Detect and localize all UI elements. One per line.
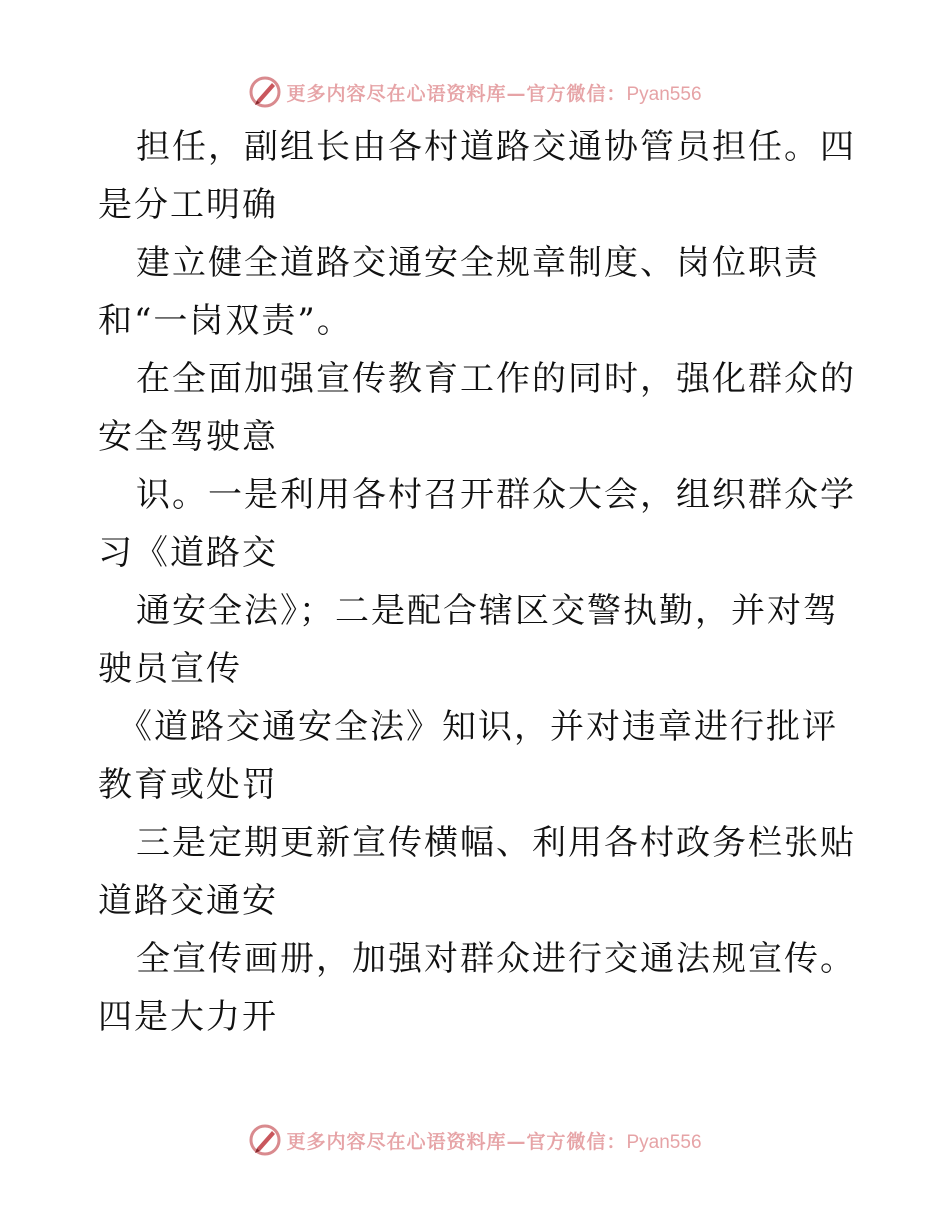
paragraph: 《道路交通安全法》知识，并对违章进行批评教育或处罚: [98, 707, 838, 805]
header-watermark: [0, 72, 950, 112]
paragraph: 建立健全道路交通安全规章制度、岗位职责: [136, 243, 820, 283]
document-body: [98, 118, 858, 1046]
paragraph: 识。一是利用各村召开群众大会，组织群众学习《道路交: [98, 475, 856, 573]
paragraph: 担任，副组长由各村道路交通协管员担任。四是分工明确: [98, 127, 856, 225]
paragraph: 和“一岗双责”。: [98, 301, 353, 341]
watermark-text: 更多内容尽在心语资料库—官方微信：Pyan556: [286, 82, 702, 105]
paragraph: 三是定期更新宣传横幅、利用各村政务栏张贴道路交通安: [98, 823, 856, 921]
paragraph: 全宣传画册，加强对群众进行交通法规宣传。四是大力开: [98, 939, 856, 1037]
paragraph: 在全面加强宣传教育工作的同时，强化群众的安全驾驶意: [98, 359, 856, 457]
footer-watermark: [0, 1120, 950, 1160]
pen-logo-icon: [248, 1123, 282, 1157]
paragraph: 通安全法》；二是配合辖区交警执勤，并对驾驶员宣传: [98, 591, 839, 689]
watermark-text: 更多内容尽在心语资料库—官方微信：Pyan556: [286, 1130, 702, 1153]
pen-logo-icon: [248, 75, 282, 109]
